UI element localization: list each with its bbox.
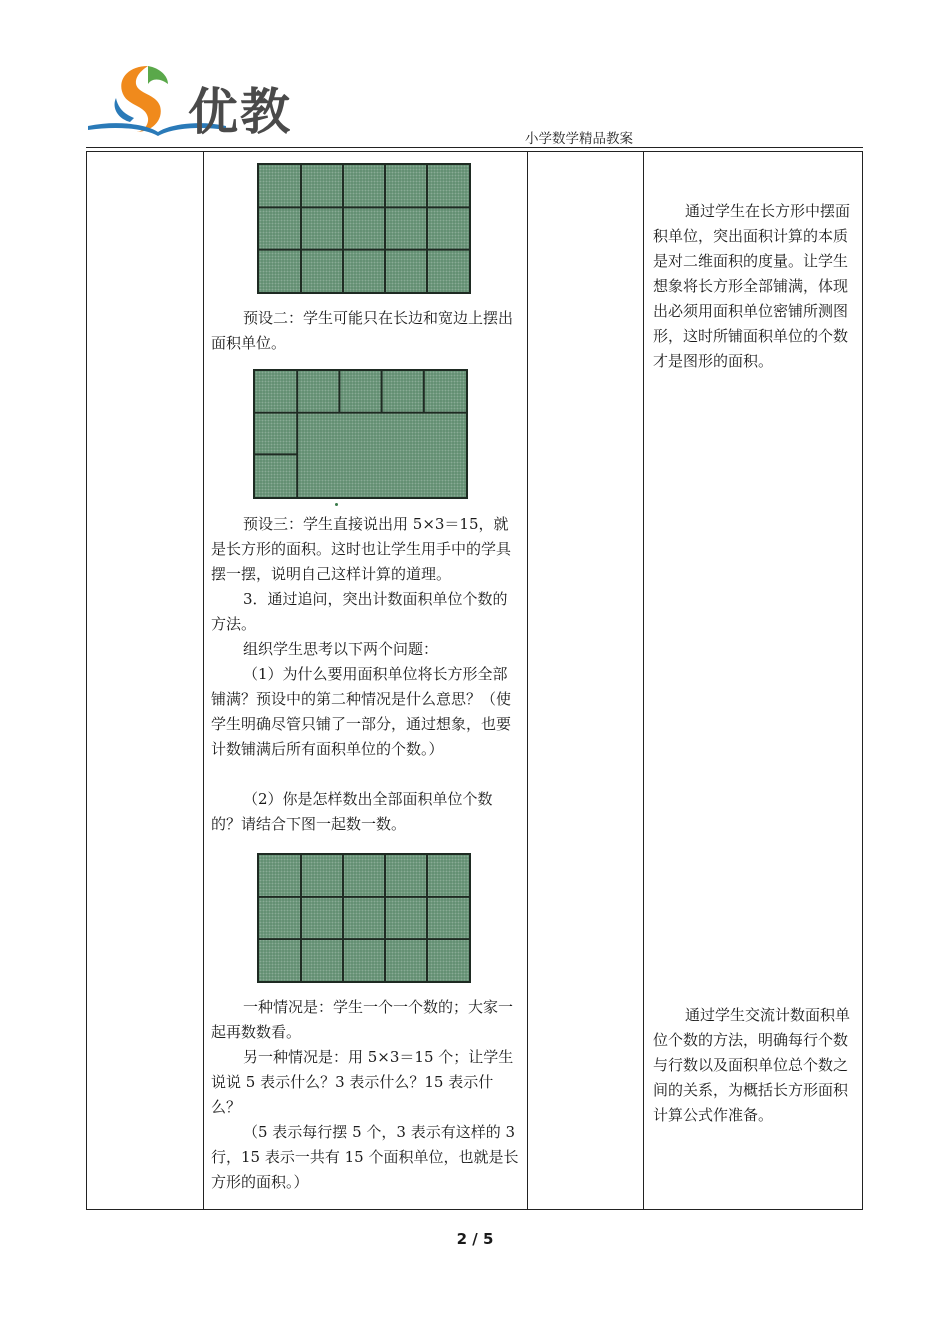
column-divider [643,152,644,1209]
logo-text: 优教 [188,83,292,141]
paragraph-step-three: 3．通过追问，突出计数面积单位个数的方法。 [211,590,508,633]
paragraph-case-one: 一种情况是：学生一个一个数的；大家一起再数数看。 [211,998,514,1041]
paragraph-case-two: 另一种情况是：用 5×3＝15 个；让学生说说 5 表示什么？3 表示什么？15 表示什么？ [211,1048,514,1116]
column-divider [527,152,528,1209]
figure-dot [335,503,338,506]
design-note-1: 通过学生在长方形中摆面积单位，突出面积计算的本质是对二维面积的度量。让学生想象将长方形全部铺满，体现出必须用面积单位密铺所测图形，这时所铺面积单位的个数才是图形的面积。 [653,202,851,370]
header-rule [86,147,863,148]
full-grid-figure-2 [257,853,471,983]
paragraph-explanation: （5 表示每行摆 5 个，3 表示有这样的 3 行，15 表示一共有 15 个面积单位，也就是长方形的面积。） [211,1123,519,1191]
column-divider [203,152,204,1209]
paragraph-question-two: （2）你是怎样数出全部面积单位个数的？请结合下图一起数一数。 [211,790,493,833]
paragraph-preset-three: 预设三：学生直接说出用 5×3＝15，就是长方形的面积。这时也让学生用手中的学具摆一摆，说明自己这样计算的道理。 [211,515,512,583]
paragraph-question-one: （1）为什么要用面积单位将长方形全部铺满？预设中的第二种情况是什么意思？（使学生明确尽管只铺了一部分，通过想象，也要计数铺满后所有面积单位的个数。） [211,665,512,758]
page-number: 2 / 5 [456,1230,494,1248]
full-grid-figure [257,163,471,294]
edge-grid-figure [253,369,468,499]
design-note-2: 通过学生交流计数面积单位个数的方法，明确每行个数与行数以及面积单位总个数之间的关系，为概括长方形面积计算公式作准备。 [653,1006,851,1124]
document-subtitle: 小学数学精品教案 [525,131,633,147]
paragraph-preset-two: 预设二：学生可能只在长边和宽边上摆出面积单位。 [211,309,514,352]
paragraph-questions-intro: 组织学生思考以下两个问题： [243,640,439,658]
